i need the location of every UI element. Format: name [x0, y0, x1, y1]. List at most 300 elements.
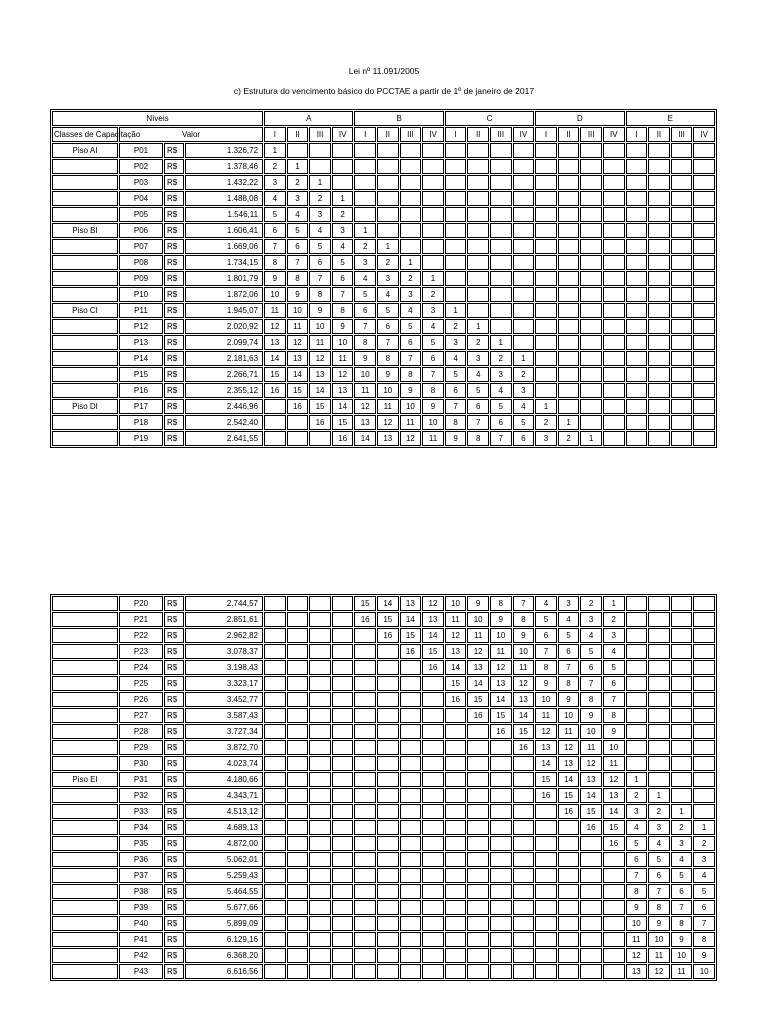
level-cell: [693, 431, 715, 446]
valor-cell: 3.587,43: [185, 708, 263, 723]
level-cell: [309, 596, 331, 611]
level-cell: [535, 900, 557, 915]
table-row: [52, 612, 715, 627]
level-cell: [467, 868, 489, 883]
level-cell: 12: [467, 644, 489, 659]
level-cell: [377, 868, 399, 883]
level-cell: 14: [558, 772, 580, 787]
level-cell: [467, 964, 489, 979]
level-cell: 14: [603, 804, 625, 819]
level-cell: 4: [377, 287, 399, 302]
level-cell: [354, 660, 376, 675]
level-cell: [580, 884, 602, 899]
level-cell: [671, 788, 693, 803]
level-cell: 15: [354, 596, 376, 611]
level-cell: 6: [693, 900, 715, 915]
level-cell: [558, 335, 580, 350]
pattern-code-cell: P34: [119, 820, 163, 835]
level-cell: [377, 900, 399, 915]
level-cell: [467, 303, 489, 318]
level-cell: 8: [354, 335, 376, 350]
level-cell: [309, 852, 331, 867]
table-row: [52, 287, 715, 302]
level-cell: 4: [354, 271, 376, 286]
level-cell: [693, 367, 715, 382]
level-cell: [535, 207, 557, 222]
level-cell: [467, 287, 489, 302]
level-cell: 4: [693, 868, 715, 883]
table-row: [52, 740, 715, 755]
level-cell: 15: [513, 724, 535, 739]
level-cell: [626, 399, 648, 414]
level-cell: [332, 852, 354, 867]
level-cell: [309, 159, 331, 174]
level-cell: [558, 175, 580, 190]
level-cell: 10: [648, 932, 670, 947]
level-cell: 9: [671, 932, 693, 947]
level-cell: [626, 740, 648, 755]
valor-cell: 1.606,41: [185, 223, 263, 238]
table-row: [52, 191, 715, 206]
level-cell: [558, 820, 580, 835]
level-cell: [603, 852, 625, 867]
pattern-code-cell: P39: [119, 900, 163, 915]
level-cell: 8: [513, 612, 535, 627]
valor-cell: 5.899,09: [185, 916, 263, 931]
level-cell: [264, 852, 286, 867]
level-cell: 15: [377, 612, 399, 627]
level-cell: 5: [309, 239, 331, 254]
level-cell: [287, 676, 309, 691]
level-cell: [580, 900, 602, 915]
level-cell: 12: [626, 948, 648, 963]
level-cell: [490, 143, 512, 158]
level-cell: 13: [309, 367, 331, 382]
level-cell: [287, 692, 309, 707]
level-cell: [287, 596, 309, 611]
level-cell: 8: [671, 916, 693, 931]
currency-cell: R$: [164, 964, 184, 979]
level-cell: 16: [332, 431, 354, 446]
level-cell: 1: [400, 255, 422, 270]
level-cell: [354, 868, 376, 883]
level-cell: [580, 143, 602, 158]
level-cell: 3: [309, 207, 331, 222]
valor-cell: 2.962,82: [185, 628, 263, 643]
piso-cell: [52, 708, 118, 723]
level-cell: [354, 916, 376, 931]
level-cell: [558, 255, 580, 270]
level-cell: [400, 223, 422, 238]
level-cell: [490, 916, 512, 931]
level-cell: [558, 916, 580, 931]
level-cell: 14: [445, 660, 467, 675]
level-cell: [693, 612, 715, 627]
level-cell: [648, 287, 670, 302]
sublevel-header: II: [648, 127, 670, 142]
currency-cell: R$: [164, 900, 184, 915]
level-cell: [693, 415, 715, 430]
level-cell: [513, 868, 535, 883]
level-cell: 5: [603, 660, 625, 675]
currency-cell: R$: [164, 788, 184, 803]
level-cell: [603, 399, 625, 414]
level-cell: [264, 660, 286, 675]
level-cell: [400, 804, 422, 819]
level-cell: 14: [332, 399, 354, 414]
piso-cell: [52, 884, 118, 899]
level-cell: 5: [400, 319, 422, 334]
currency-cell: R$: [164, 772, 184, 787]
level-cell: [648, 223, 670, 238]
table-row: [52, 756, 715, 771]
piso-cell: Piso CI: [52, 303, 118, 318]
level-cell: [535, 143, 557, 158]
sublevel-header: II: [558, 127, 580, 142]
level-cell: [400, 836, 422, 851]
level-cell: 11: [648, 948, 670, 963]
level-cell: [490, 191, 512, 206]
sublevel-header: III: [490, 127, 512, 142]
level-cell: [377, 932, 399, 947]
currency-cell: R$: [164, 431, 184, 446]
level-cell: [513, 287, 535, 302]
level-cell: [467, 820, 489, 835]
level-cell: [422, 676, 444, 691]
level-cell: 5: [580, 644, 602, 659]
level-cell: [535, 804, 557, 819]
level-cell: [309, 788, 331, 803]
level-cell: [626, 351, 648, 366]
level-cell: 1: [535, 399, 557, 414]
table-row: [52, 335, 715, 350]
sublevel-header: IV: [513, 127, 535, 142]
pattern-code-cell: P24: [119, 660, 163, 675]
level-cell: [332, 788, 354, 803]
level-cell: 5: [332, 255, 354, 270]
level-cell: 10: [603, 740, 625, 755]
level-cell: 5: [287, 223, 309, 238]
level-cell: 6: [671, 884, 693, 899]
level-cell: [693, 175, 715, 190]
level-cell: [400, 660, 422, 675]
level-cell: [377, 207, 399, 222]
level-cell: [535, 319, 557, 334]
level-cell: 15: [558, 788, 580, 803]
level-cell: 3: [467, 351, 489, 366]
table-row: [52, 159, 715, 174]
valor-cell: 2.542,40: [185, 415, 263, 430]
level-cell: 4: [626, 820, 648, 835]
level-cell: [671, 612, 693, 627]
level-cell: [513, 175, 535, 190]
level-cell: [558, 271, 580, 286]
level-cell: [445, 948, 467, 963]
valor-cell: 1.669,06: [185, 239, 263, 254]
level-cell: [580, 948, 602, 963]
level-cell: [445, 239, 467, 254]
level-cell: 8: [422, 383, 444, 398]
level-cell: [309, 772, 331, 787]
level-cell: 8: [580, 692, 602, 707]
currency-cell: R$: [164, 415, 184, 430]
piso-cell: [52, 868, 118, 883]
level-cell: [264, 964, 286, 979]
level-cell: [490, 804, 512, 819]
level-cell: [377, 724, 399, 739]
level-cell: 15: [332, 415, 354, 430]
level-cell: [648, 207, 670, 222]
level-cell: [626, 335, 648, 350]
level-cell: 7: [354, 319, 376, 334]
pattern-code-cell: P20: [119, 596, 163, 611]
level-cell: 10: [400, 399, 422, 414]
level-cell: 3: [422, 303, 444, 318]
table-row: [52, 788, 715, 803]
level-cell: [422, 175, 444, 190]
valor-cell: 2.851,61: [185, 612, 263, 627]
level-cell: 9: [648, 916, 670, 931]
level-cell: 7: [693, 916, 715, 931]
level-cell: [377, 820, 399, 835]
level-cell: [490, 271, 512, 286]
level-cell: 9: [354, 351, 376, 366]
level-cell: 6: [626, 852, 648, 867]
piso-cell: Piso AI: [52, 143, 118, 158]
level-cell: [377, 644, 399, 659]
level-cell: 16: [467, 708, 489, 723]
level-cell: 6: [558, 644, 580, 659]
level-cell: [377, 740, 399, 755]
level-cell: [287, 708, 309, 723]
level-cell: [648, 612, 670, 627]
level-cell: [535, 303, 557, 318]
level-cell: [603, 271, 625, 286]
level-cell: [648, 660, 670, 675]
level-cell: [400, 852, 422, 867]
level-cell: [422, 191, 444, 206]
level-cell: 9: [287, 287, 309, 302]
level-cell: [354, 191, 376, 206]
level-cell: 1: [309, 175, 331, 190]
currency-cell: R$: [164, 868, 184, 883]
level-cell: [626, 255, 648, 270]
table-row: [52, 143, 715, 158]
level-cell: 6: [648, 868, 670, 883]
level-cell: [287, 964, 309, 979]
level-cell: [445, 708, 467, 723]
level-cell: [513, 884, 535, 899]
level-cell: 4: [287, 207, 309, 222]
currency-cell: R$: [164, 287, 184, 302]
level-cell: 6: [535, 628, 557, 643]
level-cell: [603, 932, 625, 947]
level-cell: 1: [264, 143, 286, 158]
level-cell: [558, 932, 580, 947]
level-cell: [287, 852, 309, 867]
sublevel-header: IV: [422, 127, 444, 142]
level-cell: [671, 724, 693, 739]
level-cell: 13: [626, 964, 648, 979]
level-cell: [490, 932, 512, 947]
level-cell: 4: [603, 644, 625, 659]
level-cell: 5: [648, 852, 670, 867]
level-cell: [467, 852, 489, 867]
level-cell: 11: [377, 399, 399, 414]
level-cell: 12: [490, 660, 512, 675]
level-cell: 15: [287, 383, 309, 398]
level-cell: 16: [354, 612, 376, 627]
level-cell: [580, 351, 602, 366]
level-cell: 13: [400, 596, 422, 611]
level-cell: [354, 628, 376, 643]
level-cell: 3: [400, 287, 422, 302]
level-cell: [445, 900, 467, 915]
level-cell: [671, 596, 693, 611]
level-cell: 13: [513, 692, 535, 707]
pattern-code-cell: P03: [119, 175, 163, 190]
level-header-a: A: [264, 111, 353, 126]
pattern-code-cell: P28: [119, 724, 163, 739]
level-cell: [422, 756, 444, 771]
level-cell: [626, 367, 648, 382]
level-cell: [309, 884, 331, 899]
currency-cell: R$: [164, 223, 184, 238]
level-cell: [467, 159, 489, 174]
piso-cell: [52, 596, 118, 611]
level-cell: 15: [422, 644, 444, 659]
level-cell: [626, 724, 648, 739]
currency-cell: R$: [164, 916, 184, 931]
level-cell: [309, 804, 331, 819]
level-cell: [264, 916, 286, 931]
level-cell: [400, 740, 422, 755]
level-cell: [490, 756, 512, 771]
level-cell: 7: [535, 644, 557, 659]
piso-cell: [52, 351, 118, 366]
level-cell: 10: [377, 383, 399, 398]
piso-cell: [52, 932, 118, 947]
level-cell: [535, 948, 557, 963]
level-cell: [467, 772, 489, 787]
pattern-code-cell: P17: [119, 399, 163, 414]
level-cell: [400, 692, 422, 707]
level-cell: 10: [445, 596, 467, 611]
table-row: [52, 804, 715, 819]
level-cell: [603, 964, 625, 979]
level-cell: [445, 287, 467, 302]
level-cell: [693, 239, 715, 254]
level-cell: [693, 708, 715, 723]
level-cell: 8: [287, 271, 309, 286]
level-cell: [580, 239, 602, 254]
level-cell: 6: [490, 415, 512, 430]
level-cell: [558, 319, 580, 334]
level-cell: 11: [603, 756, 625, 771]
level-cell: [603, 207, 625, 222]
level-cell: [354, 884, 376, 899]
currency-cell: R$: [164, 644, 184, 659]
level-cell: [580, 383, 602, 398]
level-cell: [467, 207, 489, 222]
level-cell: 5: [535, 612, 557, 627]
level-cell: 3: [377, 271, 399, 286]
level-cell: 11: [264, 303, 286, 318]
level-cell: [671, 740, 693, 755]
level-cell: 5: [377, 303, 399, 318]
level-cell: [671, 367, 693, 382]
currency-cell: R$: [164, 884, 184, 899]
salary-table-top: [50, 109, 717, 448]
level-cell: [603, 868, 625, 883]
table-row: [52, 772, 715, 787]
level-cell: [354, 740, 376, 755]
level-header-e: E: [626, 111, 715, 126]
level-cell: [671, 676, 693, 691]
level-cell: 14: [580, 788, 602, 803]
level-cell: [354, 804, 376, 819]
level-cell: [309, 820, 331, 835]
level-cell: [309, 900, 331, 915]
level-cell: 6: [354, 303, 376, 318]
currency-cell: R$: [164, 367, 184, 382]
level-cell: 1: [671, 804, 693, 819]
level-cell: [648, 175, 670, 190]
sublevel-header: IV: [693, 127, 715, 142]
currency-cell: R$: [164, 191, 184, 206]
level-cell: [558, 868, 580, 883]
header-row-levels: [52, 111, 715, 126]
level-cell: [445, 756, 467, 771]
level-cell: [648, 159, 670, 174]
level-cell: [671, 223, 693, 238]
level-cell: 13: [264, 335, 286, 350]
level-cell: [513, 271, 535, 286]
level-cell: [558, 191, 580, 206]
sublevel-header: II: [287, 127, 309, 142]
table-row: [52, 836, 715, 851]
level-cell: [264, 740, 286, 755]
level-cell: [513, 836, 535, 851]
level-cell: 14: [264, 351, 286, 366]
level-cell: 1: [693, 820, 715, 835]
pattern-code-cell: P23: [119, 644, 163, 659]
table-row: [52, 964, 715, 979]
pattern-code-cell: P05: [119, 207, 163, 222]
level-cell: 12: [580, 756, 602, 771]
level-cell: 14: [513, 708, 535, 723]
level-cell: [287, 431, 309, 446]
pattern-code-cell: P11: [119, 303, 163, 318]
pattern-code-cell: P16: [119, 383, 163, 398]
level-cell: 11: [535, 708, 557, 723]
piso-cell: [52, 287, 118, 302]
level-cell: [422, 900, 444, 915]
level-cell: [332, 159, 354, 174]
level-cell: [648, 191, 670, 206]
level-cell: [422, 820, 444, 835]
level-cell: 13: [422, 612, 444, 627]
level-cell: 3: [287, 191, 309, 206]
level-cell: [264, 596, 286, 611]
level-cell: [671, 175, 693, 190]
level-cell: [603, 431, 625, 446]
level-cell: [513, 335, 535, 350]
level-cell: [332, 932, 354, 947]
valor-cell: 5.259,43: [185, 868, 263, 883]
level-cell: [445, 772, 467, 787]
level-cell: [287, 900, 309, 915]
